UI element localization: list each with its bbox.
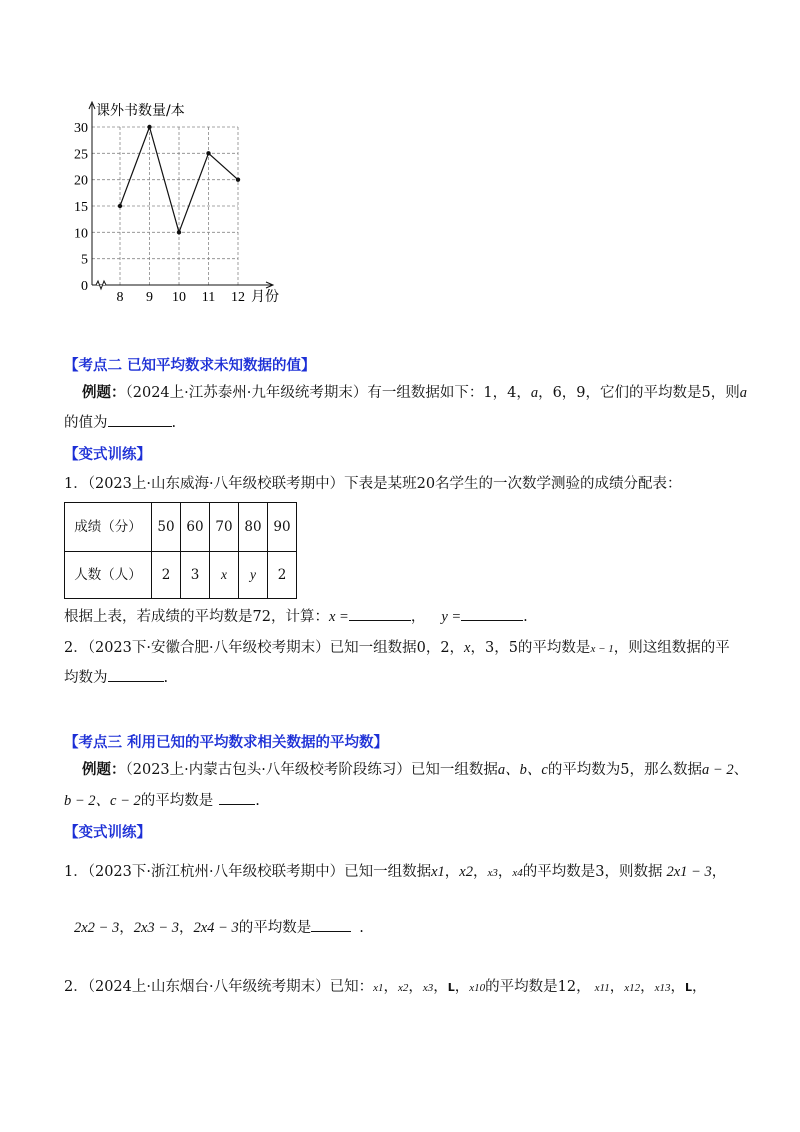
x-axis-label: 月份 [251, 289, 279, 305]
q2-mid: ，3，5的平均数是 [470, 640, 591, 656]
answer-blank[interactable] [108, 667, 164, 682]
section2-example-line1 [82, 383, 747, 403]
chart-grid [92, 127, 238, 285]
expr-2x1-minus-3: 2x1 − 3 [666, 864, 712, 880]
table-cell: 90 [268, 503, 297, 552]
table-cell: x [210, 552, 239, 599]
y-tick-label: 15 [74, 200, 88, 215]
x-answer-blank[interactable] [349, 606, 411, 621]
table-cell: 2 [152, 552, 181, 599]
var-x12: x12 [624, 982, 641, 994]
var-x13: x13 [654, 982, 671, 994]
ellipsis-glyph: L [684, 981, 692, 994]
q2-mid: 的平均数是12， [485, 979, 591, 995]
expr-x-minus-1: x − 1 [590, 643, 614, 655]
section2-heading: 【考点二 已知平均数求未知数据的值】 [64, 358, 316, 374]
expr-bc-minus-2: b − 2、c − 2 [64, 793, 141, 809]
example-label: 例题： [82, 384, 126, 401]
y-tick-label: 25 [74, 147, 88, 163]
x-tick-label: 8 [116, 290, 124, 305]
data-point [177, 230, 181, 234]
answer-blank[interactable] [311, 917, 351, 932]
table-row [65, 503, 297, 552]
example-line2-text: 的值为 [64, 415, 108, 431]
expr-2x4-minus-3: 2x4 − 3 [193, 920, 239, 936]
chart-axes [89, 102, 273, 289]
section2-example-line2 [64, 412, 176, 433]
answer-blank[interactable] [108, 412, 172, 427]
var-a2: a [739, 385, 748, 401]
table-cell: 50 [152, 503, 181, 552]
table-header-count [65, 552, 152, 599]
var-x1: x1 [431, 864, 445, 880]
ellipsis-glyph: L [447, 981, 455, 994]
line-chart [60, 96, 300, 316]
x-tick-label: 10 [172, 290, 186, 305]
data-point [206, 151, 210, 155]
cell-text: 人数（人） [74, 567, 142, 583]
section2-q2-line2: 均数为 . [64, 667, 168, 688]
score-table [64, 502, 297, 599]
y-answer-blank[interactable] [461, 606, 523, 621]
section2-q1-text: 1．（2023上·山东威海·八年级校联考期中）下表是某班20名学生的一次数学测验的成绩分配表： [64, 476, 682, 492]
var-x10: x10 [469, 982, 486, 994]
table-cell: 60 [181, 503, 210, 552]
section3-heading: 【考点三 利用已知的平均数求相关数据的平均数】 [64, 735, 389, 751]
var-x1: x1 [373, 982, 384, 994]
example-text-b: ，6，9，它们的平均数是5，则 [538, 385, 740, 401]
table-row [65, 552, 297, 599]
table-cell: 2 [268, 552, 297, 599]
vars-abc: a、b、c [497, 762, 548, 778]
table-cell: 80 [239, 503, 268, 552]
var-a: a [530, 385, 539, 401]
var-x3: x3 [487, 867, 498, 879]
section3-q2-line1: 2．（2024上·山东烟台·八年级统考期末）已知：x1，x2，x3，L，x10的平均数是12， x11，x12，x13，L， [64, 979, 707, 995]
section3-example-line1: 例题：（2023上·内蒙古包头·八年级校考阶段练习）已知一组数据a、b、c的平均数为5，那么数据a − 2、 [82, 761, 749, 778]
section2-practice-heading: 【变式训练】 [64, 447, 151, 463]
var-x11: x11 [594, 982, 610, 994]
example-line2-text: 的平均数是 [140, 793, 214, 809]
table-cell: 3 [181, 552, 210, 599]
table-header-score [65, 503, 152, 552]
y-axis-label: 课外书数量/本 [96, 103, 185, 119]
axis-break [96, 281, 106, 289]
example-mid: 的平均数为5，那么数据 [547, 762, 703, 778]
answer-blank[interactable] [219, 790, 255, 805]
section3-q1-line2: 2x2 − 3，2x3 − 3，2x4 − 3的平均数是 . [74, 917, 364, 938]
var-x2: x2 [397, 982, 409, 994]
q1-text: 1．（2023下·浙江杭州·八年级校联考期中）已知一组数据 [64, 864, 432, 880]
expr-2x2-minus-3: 2x2 − 3 [74, 920, 120, 936]
y-tick-label: 20 [74, 173, 88, 189]
q1-line2-tail: 的平均数是 [238, 920, 312, 936]
section3-q1-line1: 1．（2023下·浙江杭州·八年级校联考期中）已知一组数据x1，x2，x3，x4的平均数是3，则数据 2x1 − 3， [64, 864, 727, 880]
example-text: （2024上·江苏泰州·九年级统考期末）有一组数据如下：1，4， [125, 385, 531, 401]
cell-text: 成绩（分） [74, 519, 142, 535]
var-x4: x4 [512, 867, 523, 879]
table-cell: 70 [210, 503, 239, 552]
y-tick-label: 30 [74, 121, 88, 136]
var-x: x [464, 640, 471, 656]
chart-labels [74, 102, 279, 305]
example-text: （2023上·内蒙古包头·八年级校考阶段练习）已知一组数据 [125, 762, 498, 778]
y-tick-label: 10 [74, 226, 88, 242]
var-x2: x2 [459, 864, 473, 880]
x-tick-label: 9 [146, 290, 153, 305]
y-tick-label: 0 [81, 279, 88, 294]
table-cell: y [239, 552, 268, 599]
q1-mid: 的平均数是3，则数据 [522, 864, 663, 880]
data-point [236, 177, 240, 181]
example-label: 例题： [82, 761, 126, 778]
section3-practice-heading: 【变式训练】 [64, 825, 151, 841]
var-x3: x3 [422, 982, 434, 994]
y-tick-label: 5 [81, 252, 88, 268]
section3-example-line2: b − 2、c − 2的平均数是 . [64, 790, 260, 811]
section2-q1-after: 根据上表，若成绩的平均数是72，计算：x = ， y = . [64, 606, 528, 627]
section2-q2-line1 [64, 638, 730, 659]
expr-a-minus-2: a − 2 [702, 762, 734, 778]
q2-tail: ，则这组数据的平 [613, 640, 730, 656]
x-tick-label: 12 [231, 290, 245, 305]
x-tick-label: 11 [201, 290, 216, 305]
expr-2x3-minus-3: 2x3 − 3 [133, 920, 179, 936]
q2-text: 2．（2023下·安徽合肥·八年级校考期末）已知一组数据0，2， [64, 640, 465, 656]
q2-line2-text: 均数为 [64, 670, 108, 686]
y-label: y = [441, 609, 462, 625]
data-point [147, 125, 151, 129]
data-point [118, 204, 122, 208]
q2-text: 2．（2024上·山东烟台·八年级统考期末）已知： [64, 979, 374, 995]
x-label: x = [328, 609, 349, 625]
period: . [171, 415, 177, 431]
q1-after-text: 根据上表，若成绩的平均数是72，计算： [64, 609, 329, 625]
